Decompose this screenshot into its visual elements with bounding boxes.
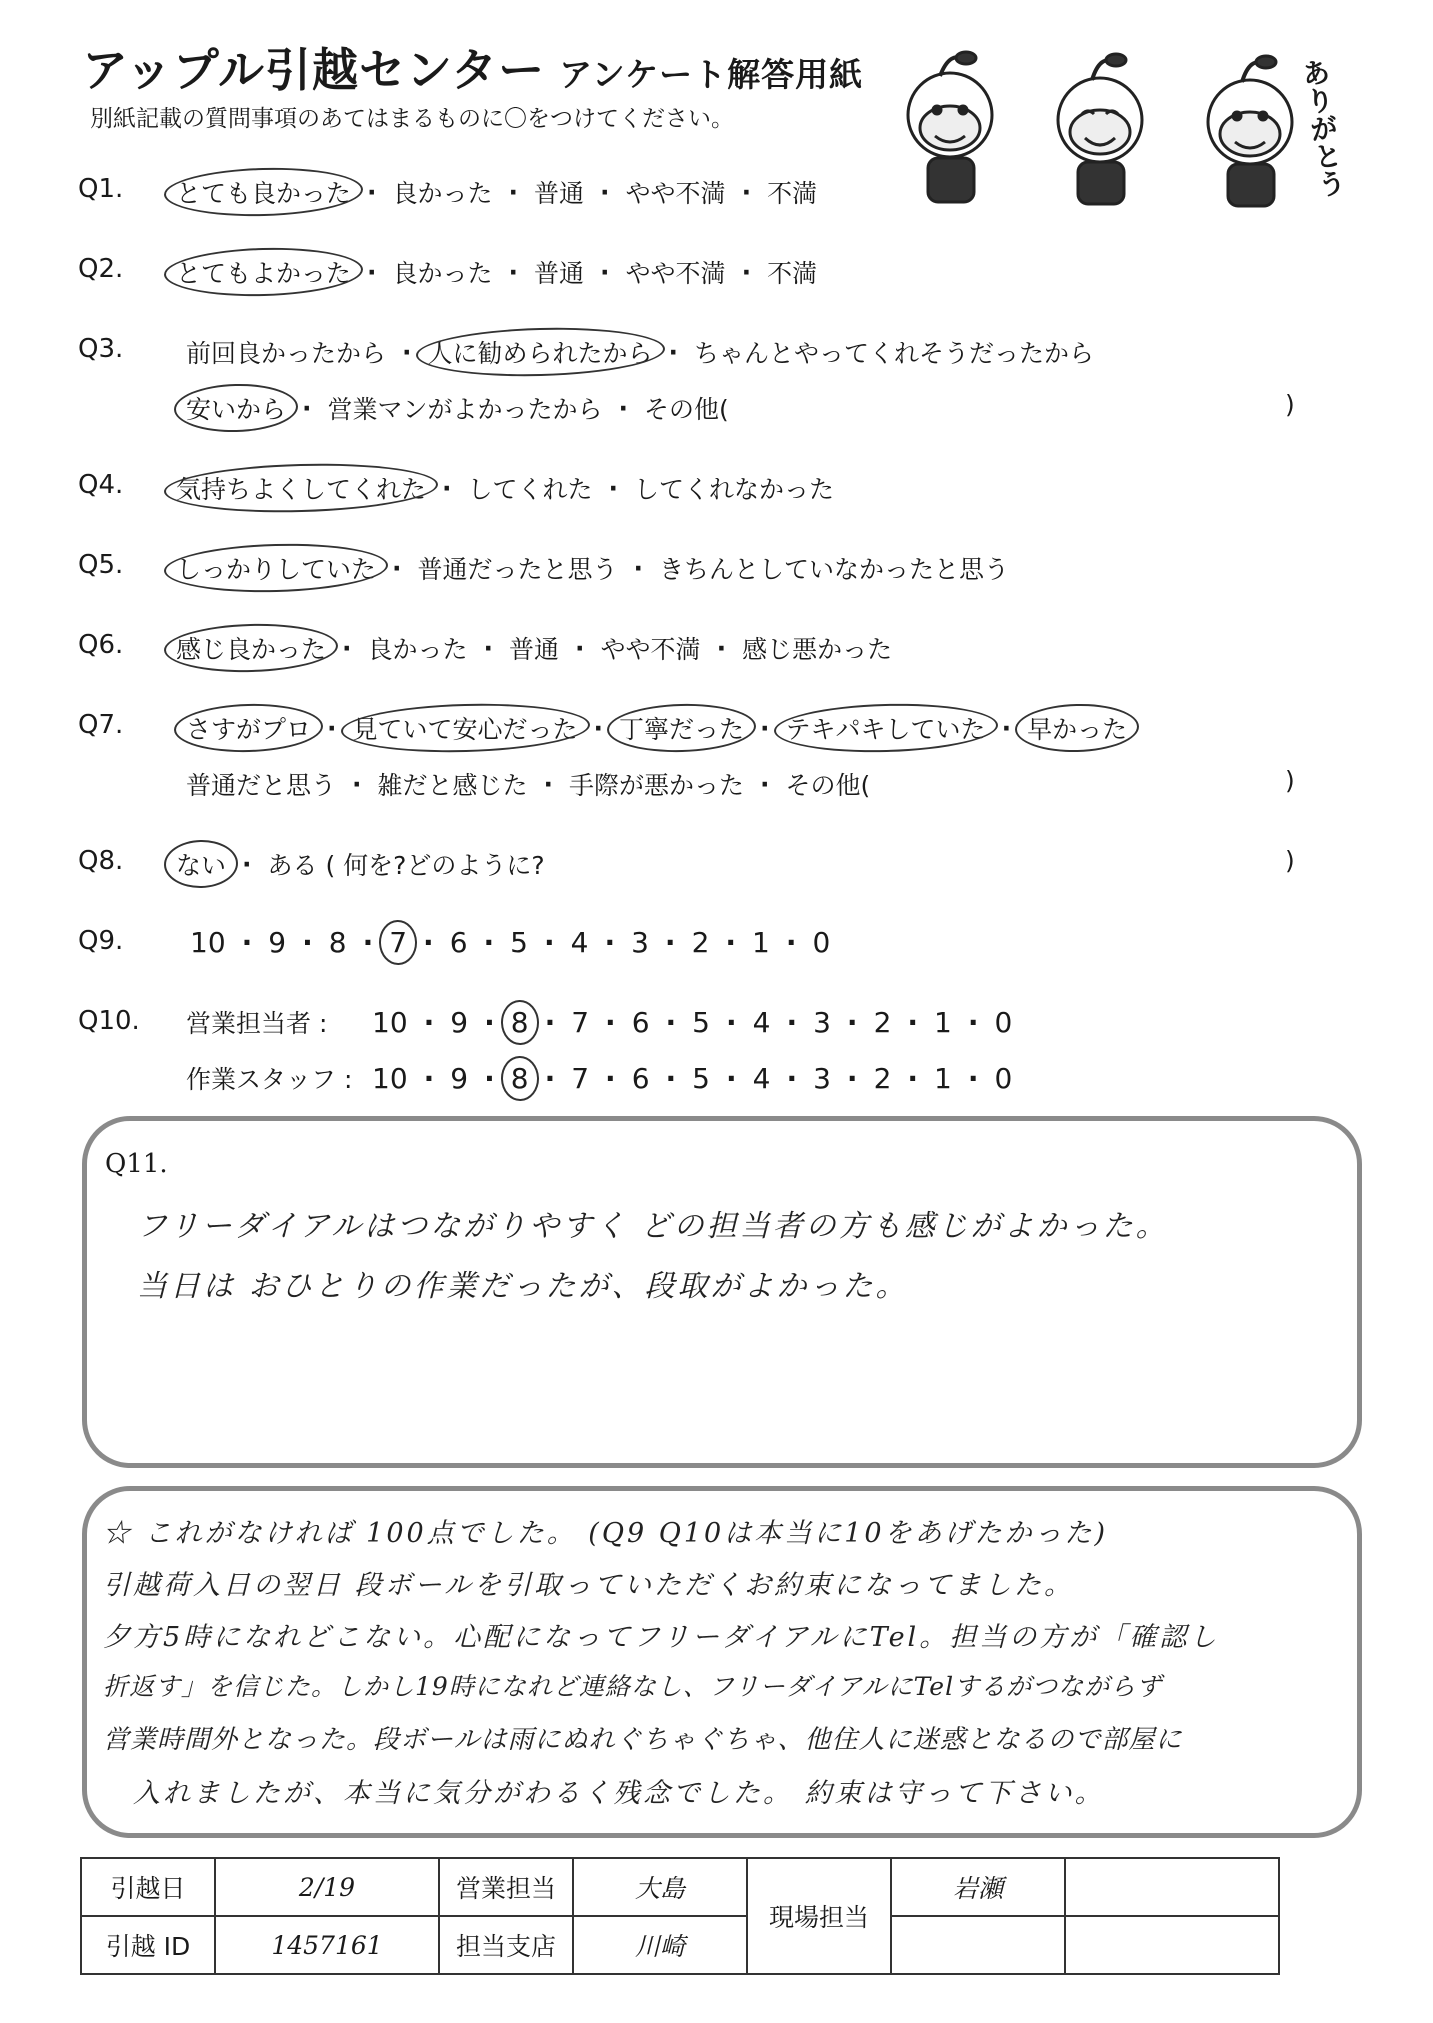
option[interactable]: 10 bbox=[190, 926, 226, 959]
separator-dot: · bbox=[605, 1062, 616, 1095]
separator-dot: · bbox=[484, 1062, 495, 1095]
separator-dot: · bbox=[633, 553, 644, 583]
separator-dot: · bbox=[846, 1062, 858, 1095]
separator-dot: · bbox=[605, 1006, 616, 1039]
options-row bbox=[366, 1060, 1018, 1097]
options-row bbox=[170, 172, 823, 212]
option[interactable]: 前回良かったから bbox=[186, 339, 387, 368]
option[interactable]: 6 bbox=[631, 1062, 650, 1095]
option[interactable]: やや不満 bbox=[625, 259, 726, 288]
option[interactable]: 手際が悪かった bbox=[569, 771, 745, 800]
option[interactable]: きちんとしていなかったと思う bbox=[659, 555, 1010, 584]
options-row bbox=[170, 252, 823, 292]
option[interactable]: ある ( 何を?どのように? bbox=[267, 851, 545, 880]
option[interactable]: 3 bbox=[813, 1006, 831, 1039]
option[interactable]: してくれた bbox=[467, 475, 593, 504]
q11-line-2: 当日は おひとりの作業だったが、段取がよかった。 bbox=[137, 1269, 909, 1304]
separator-dot: · bbox=[593, 713, 604, 743]
separator-dot: · bbox=[741, 257, 752, 287]
option[interactable]: 10 bbox=[372, 1006, 408, 1039]
separator-dot: · bbox=[907, 1062, 919, 1095]
separator-dot: · bbox=[608, 473, 619, 503]
option-circled[interactable]: 早かった bbox=[1021, 708, 1133, 748]
option[interactable]: 9 bbox=[450, 1062, 469, 1095]
separator-dot: · bbox=[725, 926, 737, 959]
options-row bbox=[180, 332, 1100, 372]
separator-dot: · bbox=[392, 553, 402, 583]
comment-line-3: 夕方5時になれどこない。心配になってフリーダイアルにTel。担当の方が「確認し bbox=[103, 1622, 1220, 1653]
separator-dot: · bbox=[725, 1006, 737, 1039]
option[interactable]: 普通だったと思う bbox=[417, 555, 618, 584]
option[interactable]: その他( bbox=[644, 395, 729, 424]
separator-dot: · bbox=[1001, 713, 1012, 743]
separator-dot: · bbox=[241, 926, 253, 959]
branch-value: 川崎 bbox=[573, 1916, 747, 1974]
question-label-1: Q1. bbox=[78, 174, 124, 204]
comment-line-5: 営業時間外となった。段ボールは雨にぬれぐちゃぐちゃ、他住人に迷惑となるので部屋に bbox=[103, 1725, 1183, 1755]
options-row bbox=[170, 628, 898, 668]
option[interactable]: 普通 bbox=[534, 259, 585, 288]
option[interactable]: 4 bbox=[752, 1062, 771, 1095]
staff-row-label: 営業担当者 : bbox=[186, 1009, 328, 1038]
site-label: 現場担当 bbox=[747, 1858, 891, 1974]
option[interactable]: 普通 bbox=[509, 635, 560, 664]
q11-line-1: フリーダイアルはつながりやすく どの担当者の方も感じがよかった。 bbox=[137, 1209, 1169, 1244]
option-circled[interactable]: とても良かった bbox=[170, 172, 357, 212]
separator-dot: · bbox=[967, 1062, 979, 1095]
option[interactable]: 0 bbox=[994, 1006, 1013, 1039]
option-circled[interactable]: テキパキしていた bbox=[780, 708, 992, 748]
option[interactable]: 1 bbox=[934, 1006, 952, 1039]
monkey-3-icon bbox=[1208, 56, 1292, 206]
option[interactable]: 1 bbox=[752, 926, 770, 959]
option[interactable]: やや不満 bbox=[625, 179, 726, 208]
option-circled[interactable]: さすがプロ bbox=[180, 708, 317, 748]
separator-dot: · bbox=[600, 257, 610, 287]
separator-dot: · bbox=[575, 633, 585, 663]
options-row bbox=[170, 468, 840, 508]
option[interactable]: 雑だと感じた bbox=[377, 771, 528, 800]
option[interactable]: 6 bbox=[631, 1006, 650, 1039]
option[interactable]: 不満 bbox=[767, 259, 818, 288]
separator-dot: · bbox=[668, 337, 679, 367]
staff-row-label: 作業スタッフ : bbox=[186, 1065, 353, 1094]
separator-dot: · bbox=[423, 1062, 435, 1095]
separator-dot: · bbox=[484, 1006, 495, 1039]
separator-dot: · bbox=[664, 926, 676, 959]
options-row bbox=[180, 388, 735, 428]
option-circled[interactable]: 見ていて安心だった bbox=[347, 708, 584, 748]
options-row bbox=[366, 1004, 1018, 1041]
option[interactable]: 良かった bbox=[392, 179, 493, 208]
option[interactable]: その他( bbox=[785, 771, 871, 800]
separator-dot: · bbox=[725, 1062, 737, 1095]
separator-dot: · bbox=[786, 1062, 798, 1095]
option[interactable]: 不満 bbox=[767, 179, 818, 208]
option[interactable]: 7 bbox=[571, 1062, 590, 1095]
option[interactable]: 10 bbox=[372, 1062, 408, 1095]
thanks-text: ありがとう bbox=[1296, 56, 1349, 200]
option[interactable]: 0 bbox=[994, 1062, 1013, 1095]
question-label-6: Q6. bbox=[78, 630, 124, 660]
separator-dot: · bbox=[665, 1006, 677, 1039]
option[interactable]: 5 bbox=[510, 926, 528, 959]
option-circled[interactable]: 気持ちよくしてくれた bbox=[170, 468, 432, 508]
separator-dot: · bbox=[716, 633, 727, 663]
option[interactable]: ちゃんとやってくれそうだったから bbox=[694, 339, 1095, 368]
separator-dot: · bbox=[342, 633, 352, 663]
question-label-8: Q8. bbox=[78, 846, 124, 876]
separator-dot: · bbox=[604, 926, 616, 959]
monkey-1-icon bbox=[908, 52, 992, 202]
site-value: 岩瀬 bbox=[891, 1858, 1065, 1916]
question-label-5: Q5. bbox=[78, 550, 124, 580]
question-label-3: Q3. bbox=[78, 334, 124, 364]
separator-dot: · bbox=[967, 1006, 979, 1039]
separator-dot: · bbox=[508, 257, 519, 287]
option[interactable]: 良かった bbox=[392, 259, 493, 288]
q11-label: Q11. bbox=[105, 1149, 168, 1179]
branch-label: 担当支店 bbox=[439, 1916, 573, 1974]
form-title bbox=[82, 34, 863, 100]
comment-box bbox=[82, 1486, 1362, 1838]
separator-dot: · bbox=[543, 926, 555, 959]
separator-dot: · bbox=[907, 1006, 919, 1039]
separator-dot: · bbox=[618, 393, 629, 423]
separator-dot: · bbox=[544, 1062, 556, 1095]
company-name: アップル引越センター bbox=[82, 43, 546, 97]
question-label-9: Q9. bbox=[78, 926, 124, 956]
option-circled[interactable]: 人に勧められたから bbox=[422, 332, 659, 372]
sales-value: 大島 bbox=[573, 1858, 747, 1916]
instruction-text: 別紙記載の質問事項のあてはまるものに〇をつけてください。 bbox=[90, 106, 734, 132]
site-extra-cell bbox=[1065, 1858, 1279, 1916]
separator-dot: · bbox=[846, 1006, 858, 1039]
option[interactable]: 2 bbox=[873, 1062, 892, 1095]
option[interactable]: 6 bbox=[449, 926, 468, 959]
separator-dot: · bbox=[242, 849, 252, 879]
option[interactable]: 普通 bbox=[534, 179, 585, 208]
site-extra-cell-3 bbox=[1065, 1916, 1279, 1974]
option-circled[interactable]: 感じ良かった bbox=[170, 628, 332, 668]
options-row bbox=[170, 548, 1015, 588]
option[interactable]: 9 bbox=[268, 926, 287, 959]
separator-dot: · bbox=[302, 393, 312, 423]
option[interactable]: 0 bbox=[812, 926, 831, 959]
options-row bbox=[184, 924, 836, 961]
question-label-2: Q2. bbox=[78, 254, 124, 284]
option-circled[interactable]: 丁寧だった bbox=[613, 708, 750, 748]
option-circled[interactable]: 8 bbox=[505, 1004, 535, 1041]
sales-label: 営業担当 bbox=[439, 1858, 573, 1916]
separator-dot: · bbox=[352, 769, 362, 799]
option[interactable]: 7 bbox=[571, 1006, 590, 1039]
separator-dot: · bbox=[362, 926, 374, 959]
options-row bbox=[180, 764, 876, 804]
monkey-2-icon bbox=[1058, 54, 1142, 204]
separator-dot: · bbox=[741, 177, 752, 207]
separator-dot: · bbox=[367, 257, 377, 287]
option[interactable]: 3 bbox=[631, 926, 649, 959]
separator-dot: · bbox=[760, 713, 770, 743]
separator-dot: · bbox=[760, 769, 770, 799]
move-id-label: 引越 ID bbox=[81, 1916, 215, 1974]
separator-dot: · bbox=[302, 926, 313, 959]
option-circled[interactable]: 安いから bbox=[180, 388, 292, 428]
option[interactable]: 4 bbox=[752, 1006, 771, 1039]
close-paren: ) bbox=[1285, 846, 1295, 875]
close-paren: ) bbox=[1285, 390, 1295, 419]
option[interactable]: 9 bbox=[450, 1006, 469, 1039]
move-id-value: 1457161 bbox=[215, 1916, 439, 1974]
option-circled[interactable]: とてもよかった bbox=[170, 252, 357, 292]
separator-dot: · bbox=[785, 926, 797, 959]
option[interactable]: 3 bbox=[813, 1062, 831, 1095]
separator-dot: · bbox=[402, 337, 412, 367]
separator-dot: · bbox=[544, 1006, 556, 1039]
option[interactable]: 良かった bbox=[367, 635, 468, 664]
separator-dot: · bbox=[508, 177, 519, 207]
option[interactable]: 2 bbox=[691, 926, 710, 959]
option[interactable]: やや不満 bbox=[600, 635, 701, 664]
footer-table bbox=[80, 1857, 1280, 1975]
comment-line-2: 引越荷入日の翌日 段ボールを引取っていただくお約束になってました。 bbox=[103, 1570, 1075, 1601]
option[interactable]: 4 bbox=[570, 926, 589, 959]
site-extra-cell-2 bbox=[891, 1916, 1065, 1974]
separator-dot: · bbox=[543, 769, 554, 799]
form-subtitle: アンケート解答用紙 bbox=[559, 55, 864, 94]
separator-dot: · bbox=[786, 1006, 798, 1039]
option[interactable]: 普通だと思う bbox=[186, 771, 337, 800]
separator-dot: · bbox=[423, 1006, 435, 1039]
option[interactable]: 8 bbox=[328, 926, 347, 959]
mascot-illustration bbox=[880, 40, 1350, 220]
option-circled[interactable]: 8 bbox=[505, 1060, 535, 1097]
q11-box bbox=[82, 1116, 1362, 1468]
option[interactable]: してくれなかった bbox=[634, 475, 835, 504]
separator-dot: · bbox=[327, 713, 337, 743]
option-circled[interactable]: ない bbox=[170, 844, 232, 884]
question-label-4: Q4. bbox=[78, 470, 124, 500]
separator-dot: · bbox=[423, 926, 434, 959]
option[interactable]: 2 bbox=[873, 1006, 892, 1039]
move-date-value: 2/19 bbox=[215, 1858, 439, 1916]
separator-dot: · bbox=[600, 177, 610, 207]
option-circled[interactable]: しっかりしていた bbox=[170, 548, 382, 588]
separator-dot: · bbox=[442, 473, 452, 503]
option[interactable]: 営業マンがよかったから bbox=[327, 395, 603, 424]
move-date-label: 引越日 bbox=[81, 1858, 215, 1916]
separator-dot: · bbox=[665, 1062, 677, 1095]
option-circled[interactable]: 7 bbox=[383, 924, 413, 961]
comment-line-4: 折返す」を信じた。しかし19時になれど連絡なし、フリーダイアルにTelするがつながらず bbox=[103, 1672, 1163, 1701]
question-label-7: Q7. bbox=[78, 710, 124, 740]
separator-dot: · bbox=[483, 926, 495, 959]
option[interactable]: 感じ悪かった bbox=[742, 635, 893, 664]
options-row bbox=[180, 708, 1133, 748]
option[interactable]: 1 bbox=[934, 1062, 952, 1095]
separator-dot: · bbox=[483, 633, 494, 663]
close-paren: ) bbox=[1285, 766, 1295, 795]
separator-dot: · bbox=[367, 177, 377, 207]
options-row bbox=[170, 844, 551, 884]
option[interactable]: 5 bbox=[692, 1006, 710, 1039]
option[interactable]: 5 bbox=[692, 1062, 710, 1095]
question-label-10: Q10. bbox=[78, 1006, 140, 1036]
comment-line-1: ☆ これがなければ 100点でした。 (Q9 Q10は本当に10をあげたかった) bbox=[103, 1518, 1109, 1549]
comment-line-6: 入れましたが、本当に気分がわるく残念でした。 約束は守って下さい。 bbox=[133, 1778, 1105, 1809]
